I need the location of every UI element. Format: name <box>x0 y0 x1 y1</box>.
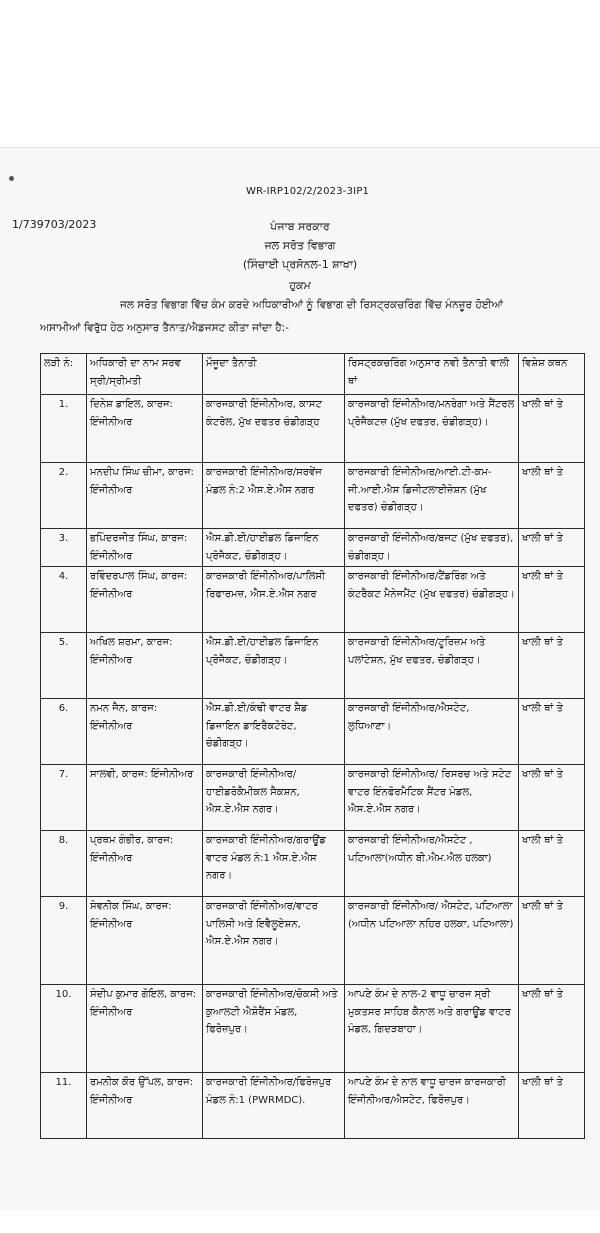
remark-cell: ਖਾਲੀ ਥਾਂ ਤੇ <box>519 897 585 985</box>
posting-table <box>40 353 585 1139</box>
table-row <box>41 395 585 463</box>
remark-cell: ਖਾਲੀ ਥਾਂ ਤੇ <box>519 765 585 831</box>
officer-name-cell: ਅਖਿਲ ਸ਼ਰਮਾ, ਕਾਰਜ: ਇੰਜੀਨੀਅਰ <box>87 633 203 699</box>
officer-name-cell: ਸੰਦੀਪ ਕੁਮਾਰ ਗੋਇਲ, ਕਾਰਜ: ਇੰਜੀਨੀਅਰ <box>87 985 203 1073</box>
table-row <box>41 1073 585 1139</box>
current-posting-cell: ਐਸ.ਡੀ.ਈ/ਹਾਈਡਲ ਡਿਜਾਇਨ ਪ੍ਰੋਜੈਕਟ, ਚੰਡੀਗੜ੍ਹ। <box>203 529 345 567</box>
officer-name-cell: ਦਿਨੇਸ਼ ਡਾਇਲ, ਕਾਰਜ: ਇੰਜੀਨੀਅਰ <box>87 395 203 463</box>
new-posting-cell: ਕਾਰਜਕਾਰੀ ਇੰਜੀਨੀਅਰ/ਐਸਟੇਟ , ਪਟਿਆਲਾ(ਅਧੀਨ ਬੀ.ਐਮ.ਐਲ ਹਲਕਾ) <box>345 831 519 897</box>
new-posting-cell: ਕਾਰਜਕਾਰੀ ਇੰਜੀਨੀਅਰ/ਆਈ.ਟੀ-ਕਮ-ਜੀ.ਆਈ.ਐਸ ਡਿਜੀਟਲਾਈਜ਼ੇਸ਼ਨ (ਮੁੱਖ ਦਫਤਰ) ਚੰਡੀਗੜ੍ਹ। <box>345 463 519 529</box>
header-new-posting: ਰਿਸਟ੍ਰਕਚਰਿੰਗ ਅਨੁਸਾਰ ਨਵੀ ਤੈਨਾਤੀ ਵਾਲੀ ਥਾਂ <box>345 354 519 395</box>
new-posting-cell: ਕਾਰਜਕਾਰੀ ਇੰਜੀਨੀਅਰ/ਮਨਰੇਗਾ ਅਤੇ ਸੈਂਟਰਲ ਪ੍ਰੋਜੈਕਟਜ਼ (ਮੁੱਖ ਦਫਤਰ, ਚੰਡੀਗੜ੍ਹ)। <box>345 395 519 463</box>
header-serial: ਲੜੀ ਨੰ: <box>41 354 87 395</box>
header-order-title: ਹੁਕਮ <box>289 279 311 292</box>
remark-cell: ਖਾਲੀ ਥਾਂ ਤੇ <box>519 633 585 699</box>
intro-line-1: ਜਲ ਸਰੋਤ ਵਿਭਾਗ ਵਿੱਚ ਕੰਮ ਕਰਦੇ ਅਧਿਕਾਰੀਆਂ ਨੂੰ ਵਿਭਾਗ ਦੀ ਰਿਸਟ੍ਰਕਚਰਿੰਗ ਵਿੱਚ ਮੰਨਜ਼ੂਰ ਹੋਈਆਂ <box>120 299 504 311</box>
serial-cell: 7. <box>41 765 87 831</box>
punch-hole-mark <box>9 176 14 181</box>
serial-cell: 3. <box>41 529 87 567</box>
table-row <box>41 699 585 765</box>
current-posting-cell: ਕਾਰਜਕਾਰੀ ਇੰਜੀਨੀਅਰ/ਸਰਵੇਂਜ ਮੰਡਲ ਨੰ:2 ਐਸ.ਏ.ਐਸ ਨਗਰ <box>203 463 345 529</box>
bottom-margin <box>0 1210 600 1233</box>
table-row <box>41 567 585 633</box>
serial-cell: 10. <box>41 985 87 1073</box>
new-posting-cell: ਆਪਣੇ ਕੰਮ ਦੇ ਨਾਲ-2 ਵਾਧੂ ਚਾਰਜ ਸ੍ਰੀ ਮੁਕਤਸਰ ਸਾਹਿਬ ਕੈਨਾਲ ਅਤੇ ਗਰਾਊਂਡ ਵਾਟਰ ਮੰਡਲ, ਗਿਦੜਬਾਹਾ। <box>345 985 519 1073</box>
remark-cell: ਖਾਲੀ ਥਾਂ ਤੇ <box>519 1073 585 1139</box>
remark-cell: ਖਾਲੀ ਥਾਂ ਤੇ <box>519 463 585 529</box>
table-row <box>41 985 585 1073</box>
current-posting-cell: ਐਸ.ਡੀ.ਈ/ਹਾਈਡਲ ਡਿਜਾਇਨ ਪ੍ਰੋਜੈਕਟ, ਚੰਡੀਗੜ੍ਹ। <box>203 633 345 699</box>
header-current-posting: ਮੌਜੂਦਾ ਤੈਨਾਤੀ <box>203 354 345 395</box>
table-body <box>41 395 585 1139</box>
officer-name-cell: ਪ੍ਰਥਮ ਗੰਭੀਰ, ਕਾਰਜ: ਇੰਜੀਨੀਅਰ <box>87 831 203 897</box>
serial-cell: 5. <box>41 633 87 699</box>
new-posting-cell: ਕਾਰਜਕਾਰੀ ਇੰਜੀਨੀਅਰ/ਐਸਟੇਟ, ਲੁਧਿਆਣਾ। <box>345 699 519 765</box>
current-posting-cell: ਕਾਰਜਕਾਰੀ ਇੰਜੀਨੀਅਰ/ਚੋਕਸੀ ਅਤੇ ਕੁਆਲਟੀ ਐਸ਼ੋਰੈਂਸ ਮੰਡਲ, ਫਿਰੋਜ਼ਪੁਰ। <box>203 985 345 1073</box>
officer-name-cell: ਰਵਿੰਦਰਪਾਲ ਸਿੰਘ, ਕਾਰਜ: ਇੰਜੀਨੀਅਰ <box>87 567 203 633</box>
officer-name-cell: ਰਮਨੀਕ ਕੌਰ ਉੱਪਲ, ਕਾਰਜ: ਇੰਜੀਨੀਅਰ <box>87 1073 203 1139</box>
intro-line-2: ਅਸਾਮੀਆਂ ਵਿਰੁੱਧ ਹੇਠ ਅਨੁਸਾਰ ਤੈਨਾਤ/ਐਡਜਸਟ ਕੀਤਾ ਜਾਂਦਾ ਹੈ:- <box>40 322 289 334</box>
new-posting-cell: ਕਾਰਜਕਾਰੀ ਇੰਜੀਨੀਅਰ/ਟੈਂਡਰਿੰਗ ਅਤੇ ਕੰਟਰੈਕਟ ਮੈਨੇਜਮੈਂਟ (ਮੁੱਖ ਦਫਤਰ) ਚੰਡੀਗੜ੍ਹ। <box>345 567 519 633</box>
reference-number: 1/739703/2023 <box>12 218 97 231</box>
header-department: ਜਲ ਸਰੋਤ ਵਿਭਾਗ <box>264 239 336 252</box>
current-posting-cell: ਕਾਰਜਕਾਰੀ ਇੰਜੀਨੀਅਰ/ਪਾਲਿਸੀ ਰਿਫਾਰਮਜ਼, ਐਸ.ਏ.ਐਸ ਨਗਰ <box>203 567 345 633</box>
officer-name-cell: ਨਮਨ ਜੈਨ, ਕਾਰਜ: ਇੰਜੀਨੀਅਰ <box>87 699 203 765</box>
serial-cell: 11. <box>41 1073 87 1139</box>
current-posting-cell: ਐਸ.ਡੀ.ਈ/ਕੰਢੀ ਵਾਟਰ ਸ਼ੈਡ ਡਿਜਾਇਨ ਡਾਇਰੈਕਟੋਰੇਟ, ਚੰਡੀਗੜ੍ਹ। <box>203 699 345 765</box>
file-number: WR-IRP102/2/2023-3IP1 <box>246 186 370 197</box>
current-posting-cell: ਕਾਰਜਕਾਰੀ ਇੰਜੀਨੀਅਰ/ਫਿਰੋਜ਼ਪੁਰ ਮੰਡਲ ਨੰ:1 (PWRMDC). <box>203 1073 345 1139</box>
header-officer-name: ਅਧਿਕਾਰੀ ਦਾ ਨਾਮ ਸਰਵ ਸ੍ਰੀ/ਸ੍ਰੀਮਤੀ <box>87 354 203 395</box>
current-posting-cell: ਕਾਰਜਕਾਰੀ ਇੰਜੀਨੀਅਰ/ਗਰਾਊਂਡ ਵਾਟਰ ਮੰਡਲ ਨੰ:1 ਐਸ.ਏ.ਐਸ ਨਗਰ। <box>203 831 345 897</box>
remark-cell: ਖਾਲੀ ਥਾਂ ਤੇ <box>519 831 585 897</box>
serial-cell: 9. <box>41 897 87 985</box>
new-posting-cell: ਕਾਰਜਕਾਰੀ ਇੰਜੀਨੀਅਰ/ਟੂਰਿਜ਼ਮ ਅਤੇ ਪਲਾਂਟੇਸ਼ਨ, ਮੁੱਖ ਦਫਤਰ, ਚੰਡੀਗੜ੍ਹ। <box>345 633 519 699</box>
serial-cell: 1. <box>41 395 87 463</box>
new-posting-cell: ਕਾਰਜਕਾਰੀ ਇੰਜੀਨੀਅਰ/ ਰਿਸਰਚ ਅਤੇ ਸਟੇਟ ਵਾਟਰ ਇੰਨਫੋਰਮੈਟਿਕ ਸੈਂਟਰ ਮੰਡਲ, ਐਸ.ਏ.ਐਸ ਨਗਰ। <box>345 765 519 831</box>
new-posting-cell: ਕਾਰਜਕਾਰੀ ਇੰਜੀਨੀਅਰ/ ਐਸਟੇਟ, ਪਟਿਆਲਾ (ਅਧੀਨ ਪਟਿਆਲਾ ਨਹਿਰ ਹਲਕਾ, ਪਟਿਆਲਾ) <box>345 897 519 985</box>
table-row <box>41 463 585 529</box>
serial-cell: 4. <box>41 567 87 633</box>
serial-cell: 6. <box>41 699 87 765</box>
remark-cell: ਖਾਲੀ ਥਾਂ ਤੇ <box>519 529 585 567</box>
header-remarks: ਵਿਸ਼ੇਸ਼ ਕਥਨ <box>519 354 585 395</box>
top-margin <box>0 0 600 148</box>
officer-name-cell: ਸਾਲਵੀ, ਕਾਰਜ: ਇੰਜੀਨੀਅਰ <box>87 765 203 831</box>
officer-name-cell: ਮਨਦੀਪ ਸਿੰਘ ਚੀਮਾ, ਕਾਰਜ: ਇੰਜੀਨੀਅਰ <box>87 463 203 529</box>
officer-name-cell: ਭਪਿੰਦਰਜੀਤ ਸਿੰਘ, ਕਾਰਜ: ਇੰਜੀਨੀਅਰ <box>87 529 203 567</box>
table-header-row <box>41 354 585 395</box>
table-row <box>41 529 585 567</box>
table-row <box>41 765 585 831</box>
serial-cell: 8. <box>41 831 87 897</box>
remark-cell: ਖਾਲੀ ਥਾਂ ਤੇ <box>519 395 585 463</box>
current-posting-cell: ਕਾਰਜਕਾਰੀ ਇੰਜੀਨੀਅਰ, ਕਾਸਟ ਕੰਟਰੋਲ, ਮੁੱਖ ਦਫਤਰ ਚੰਡੀਗੜ੍ਹ <box>203 395 345 463</box>
remark-cell: ਖਾਲੀ ਥਾਂ ਤੇ <box>519 567 585 633</box>
officer-name-cell: ਸੇਵਨੀਕ ਸਿੰਘ, ਕਾਰਜ: ਇੰਜੀਨੀਅਰ <box>87 897 203 985</box>
new-posting-cell: ਕਾਰਜਕਾਰੀ ਇੰਜੀਨੀਅਰ/ਬਜਟ (ਮੁੱਖ ਦਫਤਰ), ਚੰਡੀਗੜ੍ਹ। <box>345 529 519 567</box>
header-government: ਪੰਜਾਬ ਸਰਕਾਰ <box>270 220 330 233</box>
remark-cell: ਖਾਲੀ ਥਾਂ ਤੇ <box>519 699 585 765</box>
current-posting-cell: ਕਾਰਜਕਾਰੀ ਇੰਜੀਨੀਅਰ/ਵਾਟਰ ਪਾਲਿਸੀ ਅਤੇ ਇਵੈਲੂਏਸ਼ਨ, ਐਸ.ਏ.ਐਸ ਨਗਰ। <box>203 897 345 985</box>
current-posting-cell: ਕਾਰਜਕਾਰੀ ਇੰਜੀਨੀਅਰ/ਹਾਈਡਰੋਕੈਮੀਕਲ ਸੈਕਸ਼ਨ, ਐਸ.ਏ.ਐਸ ਨਗਰ। <box>203 765 345 831</box>
table-row <box>41 831 585 897</box>
remark-cell: ਖਾਲੀ ਥਾਂ ਤੇ <box>519 985 585 1073</box>
serial-cell: 2. <box>41 463 87 529</box>
new-posting-cell: ਆਪਣੇ ਕੰਮ ਦੇ ਨਾਲ ਵਾਧੂ ਚਾਰਜ ਕਾਰਜਕਾਰੀ ਇੰਜੀਨੀਅਰ/ਐਸਟੇਟ, ਫਿਰੋਜ਼ਪੁਰ। <box>345 1073 519 1139</box>
table-row <box>41 897 585 985</box>
table-row <box>41 633 585 699</box>
header-branch: (ਸਿੰਚਾਈ ਪ੍ਰਸੋਨਲ-1 ਸ਼ਾਖਾ) <box>242 258 358 271</box>
